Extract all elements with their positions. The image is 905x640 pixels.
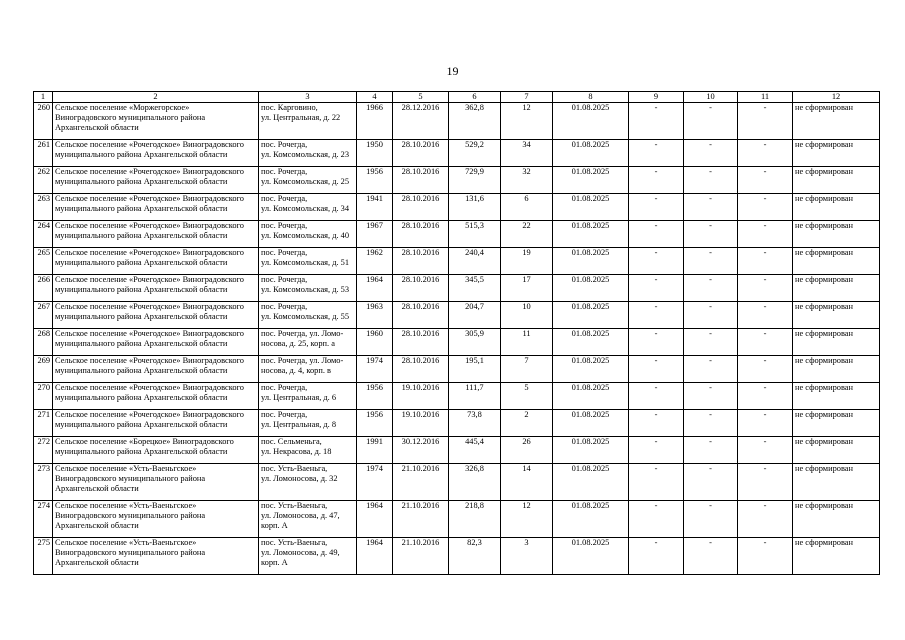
building-address bbox=[259, 383, 357, 410]
settlement-name bbox=[53, 464, 259, 501]
residents-count: 32 bbox=[501, 167, 553, 194]
column-11-value: - bbox=[738, 501, 793, 538]
build-year: 1974 bbox=[357, 464, 393, 501]
column-10-value: - bbox=[684, 383, 738, 410]
area-value: 82,3 bbox=[449, 538, 501, 575]
column-9-value: - bbox=[629, 194, 684, 221]
settlement-name bbox=[53, 538, 259, 575]
row-number: 268 bbox=[34, 329, 53, 356]
settlement-name-line: муниципального района Архангельской области bbox=[55, 339, 228, 348]
building-address-line: пос. Рочегда, ул. Ломо- bbox=[261, 356, 344, 365]
settlement-name-line: муниципального района Архангельской области bbox=[55, 393, 228, 402]
recognition-date: 30.12.2016 bbox=[393, 437, 449, 464]
building-address bbox=[259, 194, 357, 221]
settlement-name-line: Архангельской области bbox=[55, 123, 139, 132]
building-address bbox=[259, 410, 357, 437]
column-10-value: - bbox=[684, 194, 738, 221]
building-address-line: ул. Центральная, д. 22 bbox=[261, 113, 341, 122]
settlement-name bbox=[53, 275, 259, 302]
status-text: не сформирован bbox=[793, 329, 880, 356]
row-number: 265 bbox=[34, 248, 53, 275]
row-number: 267 bbox=[34, 302, 53, 329]
settlement-name-line: Сельское поселение «Усть-Ваеньгское» bbox=[55, 538, 197, 547]
status-text: не сформирован bbox=[793, 302, 880, 329]
column-9-value: - bbox=[629, 103, 684, 140]
building-address-line: пос. Рочегда, bbox=[261, 194, 308, 203]
status-text: не сформирован bbox=[793, 140, 880, 167]
settlement-name-line: муниципального района Архангельской области bbox=[55, 366, 228, 375]
settlement-name-line: Сельское поселение «Рочегодское» Виноградовского bbox=[55, 383, 244, 392]
column-10-value: - bbox=[684, 329, 738, 356]
building-address-line: корп. А bbox=[261, 558, 288, 567]
table-body bbox=[34, 103, 880, 575]
building-address-line: ул. Некрасова, д. 18 bbox=[261, 447, 332, 456]
table-row bbox=[34, 248, 880, 275]
planned-date: 01.08.2025 bbox=[553, 140, 629, 167]
building-address-line: носова, д. 25, корп. а bbox=[261, 339, 335, 348]
building-address bbox=[259, 329, 357, 356]
planned-date: 01.08.2025 bbox=[553, 383, 629, 410]
planned-date: 01.08.2025 bbox=[553, 464, 629, 501]
column-10-value: - bbox=[684, 410, 738, 437]
row-number: 274 bbox=[34, 501, 53, 538]
column-9-value: - bbox=[629, 221, 684, 248]
planned-date: 01.08.2025 bbox=[553, 275, 629, 302]
row-number: 263 bbox=[34, 194, 53, 221]
area-value: 326,8 bbox=[449, 464, 501, 501]
recognition-date: 28.10.2016 bbox=[393, 356, 449, 383]
planned-date: 01.08.2025 bbox=[553, 167, 629, 194]
building-address-line: пос. Рочегда, bbox=[261, 383, 308, 392]
recognition-date: 28.10.2016 bbox=[393, 329, 449, 356]
settlement-name-line: муниципального района Архангельской области bbox=[55, 447, 228, 456]
settlement-name-line: муниципального района Архангельской области bbox=[55, 420, 228, 429]
column-10-value: - bbox=[684, 302, 738, 329]
column-header-3: 3 bbox=[259, 92, 357, 103]
column-9-value: - bbox=[629, 501, 684, 538]
building-address-line: ул. Комсомольская, д. 40 bbox=[261, 231, 350, 240]
column-header-5: 5 bbox=[393, 92, 449, 103]
building-address-line: ул. Ломоносова, д. 47, bbox=[261, 511, 340, 520]
settlement-name-line: Архангельской области bbox=[55, 521, 139, 530]
recognition-date: 19.10.2016 bbox=[393, 410, 449, 437]
settlement-name-line: Виноградовского муниципального района bbox=[55, 474, 206, 483]
building-address-line: ул. Комсомольская, д. 25 bbox=[261, 177, 350, 186]
column-header-6: 6 bbox=[449, 92, 501, 103]
column-9-value: - bbox=[629, 275, 684, 302]
table-row bbox=[34, 329, 880, 356]
table-row bbox=[34, 437, 880, 464]
settlement-name bbox=[53, 356, 259, 383]
column-header-12: 12 bbox=[793, 92, 880, 103]
building-address bbox=[259, 221, 357, 248]
area-value: 73,8 bbox=[449, 410, 501, 437]
building-address-line: пос. Сельменьга, bbox=[261, 437, 322, 446]
status-text: не сформирован bbox=[793, 167, 880, 194]
build-year: 1967 bbox=[357, 221, 393, 248]
column-10-value: - bbox=[684, 501, 738, 538]
settlement-name bbox=[53, 501, 259, 538]
build-year: 1956 bbox=[357, 410, 393, 437]
building-address-line: ул. Комсомольская, д. 23 bbox=[261, 150, 350, 159]
settlement-name bbox=[53, 140, 259, 167]
settlement-name-line: Сельское поселение «Рочегодское» Виноградовского bbox=[55, 221, 244, 230]
build-year: 1974 bbox=[357, 356, 393, 383]
status-text: не сформирован bbox=[793, 464, 880, 501]
build-year: 1964 bbox=[357, 538, 393, 575]
column-header-11: 11 bbox=[738, 92, 793, 103]
area-value: 195,1 bbox=[449, 356, 501, 383]
residents-count: 2 bbox=[501, 410, 553, 437]
settlement-name-line: Виноградовского муниципального района bbox=[55, 113, 206, 122]
column-11-value: - bbox=[738, 194, 793, 221]
settlement-name-line: Виноградовского муниципального района bbox=[55, 548, 206, 557]
area-value: 729,9 bbox=[449, 167, 501, 194]
settlement-name bbox=[53, 194, 259, 221]
recognition-date: 21.10.2016 bbox=[393, 501, 449, 538]
status-text: не сформирован bbox=[793, 221, 880, 248]
build-year: 1991 bbox=[357, 437, 393, 464]
status-text: не сформирован bbox=[793, 194, 880, 221]
row-number: 261 bbox=[34, 140, 53, 167]
residents-count: 11 bbox=[501, 329, 553, 356]
build-year: 1950 bbox=[357, 140, 393, 167]
building-address bbox=[259, 140, 357, 167]
area-value: 218,8 bbox=[449, 501, 501, 538]
settlement-name bbox=[53, 383, 259, 410]
area-value: 515,3 bbox=[449, 221, 501, 248]
column-11-value: - bbox=[738, 140, 793, 167]
building-address bbox=[259, 437, 357, 464]
build-year: 1964 bbox=[357, 501, 393, 538]
column-11-value: - bbox=[738, 464, 793, 501]
settlement-name-line: Сельское поселение «Рочегодское» Виноградовского bbox=[55, 275, 244, 284]
column-11-value: - bbox=[738, 167, 793, 194]
build-year: 1964 bbox=[357, 275, 393, 302]
build-year: 1963 bbox=[357, 302, 393, 329]
residents-count: 26 bbox=[501, 437, 553, 464]
status-text: не сформирован bbox=[793, 437, 880, 464]
recognition-date: 28.10.2016 bbox=[393, 248, 449, 275]
recognition-date: 28.10.2016 bbox=[393, 221, 449, 248]
table-row bbox=[34, 464, 880, 501]
residents-count: 19 bbox=[501, 248, 553, 275]
building-address-line: пос. Усть-Ваеньга, bbox=[261, 464, 328, 473]
residents-count: 10 bbox=[501, 302, 553, 329]
settlement-name-line: Сельское поселение «Рочегодское» Виноградовского bbox=[55, 356, 244, 365]
recognition-date: 28.10.2016 bbox=[393, 140, 449, 167]
status-text: не сформирован bbox=[793, 103, 880, 140]
area-value: 305,9 bbox=[449, 329, 501, 356]
building-address-line: пос. Рочегда, bbox=[261, 140, 308, 149]
settlement-name-line: Архангельской области bbox=[55, 558, 139, 567]
building-address-line: пос. Усть-Ваеньга, bbox=[261, 538, 328, 547]
table-row bbox=[34, 194, 880, 221]
column-10-value: - bbox=[684, 103, 738, 140]
residents-count: 12 bbox=[501, 103, 553, 140]
building-address-line: ул. Комсомольская, д. 34 bbox=[261, 204, 350, 213]
column-10-value: - bbox=[684, 356, 738, 383]
table-row bbox=[34, 167, 880, 194]
settlement-name-line: Архангельской области bbox=[55, 484, 139, 493]
column-10-value: - bbox=[684, 167, 738, 194]
residents-count: 7 bbox=[501, 356, 553, 383]
planned-date: 01.08.2025 bbox=[553, 194, 629, 221]
table-row bbox=[34, 275, 880, 302]
settlement-name bbox=[53, 221, 259, 248]
planned-date: 01.08.2025 bbox=[553, 329, 629, 356]
building-address bbox=[259, 275, 357, 302]
settlement-name-line: Сельское поселение «Моржегорское» bbox=[55, 103, 190, 112]
column-9-value: - bbox=[629, 302, 684, 329]
planned-date: 01.08.2025 bbox=[553, 437, 629, 464]
column-9-value: - bbox=[629, 140, 684, 167]
settlement-name-line: Сельское поселение «Рочегодское» Виноградовского bbox=[55, 194, 244, 203]
column-header-8: 8 bbox=[553, 92, 629, 103]
row-number: 266 bbox=[34, 275, 53, 302]
table-row bbox=[34, 383, 880, 410]
column-11-value: - bbox=[738, 437, 793, 464]
recognition-date: 19.10.2016 bbox=[393, 383, 449, 410]
area-value: 445,4 bbox=[449, 437, 501, 464]
header-row bbox=[34, 92, 880, 103]
row-number: 270 bbox=[34, 383, 53, 410]
settlement-name-line: Сельское поселение «Рочегодское» Виноградовского bbox=[55, 248, 244, 257]
column-11-value: - bbox=[738, 383, 793, 410]
residents-count: 3 bbox=[501, 538, 553, 575]
settlement-name bbox=[53, 167, 259, 194]
build-year: 1956 bbox=[357, 167, 393, 194]
settlement-name-line: муниципального района Архангельской области bbox=[55, 177, 228, 186]
table-row bbox=[34, 140, 880, 167]
planned-date: 01.08.2025 bbox=[553, 221, 629, 248]
building-address-line: ул. Центральная, д. 8 bbox=[261, 420, 337, 429]
settlement-name bbox=[53, 248, 259, 275]
area-value: 111,7 bbox=[449, 383, 501, 410]
column-10-value: - bbox=[684, 538, 738, 575]
building-address-line: ул. Ломоносова, д. 49, bbox=[261, 548, 340, 557]
residents-count: 17 bbox=[501, 275, 553, 302]
table-row bbox=[34, 501, 880, 538]
column-header-1: 1 bbox=[34, 92, 53, 103]
building-address bbox=[259, 302, 357, 329]
building-address-line: пос. Рочегда, bbox=[261, 302, 308, 311]
settlement-name-line: Сельское поселение «Рочегодское» Виноградовского bbox=[55, 140, 244, 149]
building-address bbox=[259, 248, 357, 275]
building-address-line: ул. Комсомольская, д. 51 bbox=[261, 258, 350, 267]
column-11-value: - bbox=[738, 248, 793, 275]
residents-count: 5 bbox=[501, 383, 553, 410]
status-text: не сформирован bbox=[793, 383, 880, 410]
build-year: 1941 bbox=[357, 194, 393, 221]
build-year: 1956 bbox=[357, 383, 393, 410]
settlement-name-line: Сельское поселение «Рочегодское» Виноградовского bbox=[55, 329, 244, 338]
building-address-line: ул. Ломоносова, д. 32 bbox=[261, 474, 338, 483]
column-11-value: - bbox=[738, 329, 793, 356]
planned-date: 01.08.2025 bbox=[553, 501, 629, 538]
row-number: 271 bbox=[34, 410, 53, 437]
building-address-line: корп. А bbox=[261, 521, 288, 530]
building-address-line: пос. Карговино, bbox=[261, 103, 318, 112]
column-11-value: - bbox=[738, 275, 793, 302]
recognition-date: 28.10.2016 bbox=[393, 167, 449, 194]
area-value: 131,6 bbox=[449, 194, 501, 221]
column-11-value: - bbox=[738, 410, 793, 437]
building-address-line: носова, д. 4, корп. в bbox=[261, 366, 331, 375]
column-11-value: - bbox=[738, 538, 793, 575]
residents-count: 14 bbox=[501, 464, 553, 501]
residents-count: 22 bbox=[501, 221, 553, 248]
settlement-name-line: Сельское поселение «Рочегодское» Виноградовского bbox=[55, 167, 244, 176]
recognition-date: 28.10.2016 bbox=[393, 194, 449, 221]
table-row bbox=[34, 302, 880, 329]
planned-date: 01.08.2025 bbox=[553, 103, 629, 140]
table-row bbox=[34, 221, 880, 248]
settlement-name-line: муниципального района Архангельской области bbox=[55, 285, 228, 294]
build-year: 1960 bbox=[357, 329, 393, 356]
settlement-name-line: муниципального района Архангельской области bbox=[55, 231, 228, 240]
column-9-value: - bbox=[629, 356, 684, 383]
planned-date: 01.08.2025 bbox=[553, 538, 629, 575]
building-address-line: ул. Комсомольская, д. 55 bbox=[261, 312, 350, 321]
settlement-name bbox=[53, 302, 259, 329]
column-9-value: - bbox=[629, 383, 684, 410]
recognition-date: 28.12.2016 bbox=[393, 103, 449, 140]
settlement-name-line: Сельское поселение «Усть-Ваеньгское» bbox=[55, 464, 197, 473]
column-9-value: - bbox=[629, 410, 684, 437]
build-year: 1966 bbox=[357, 103, 393, 140]
column-11-value: - bbox=[738, 356, 793, 383]
planned-date: 01.08.2025 bbox=[553, 410, 629, 437]
status-text: не сформирован bbox=[793, 538, 880, 575]
building-address-line: пос. Рочегда, bbox=[261, 410, 308, 419]
building-address-line: ул. Центральная, д. 6 bbox=[261, 393, 337, 402]
recognition-date: 21.10.2016 bbox=[393, 538, 449, 575]
column-11-value: - bbox=[738, 103, 793, 140]
settlement-name-line: Сельское поселение «Усть-Ваеньгское» bbox=[55, 501, 197, 510]
column-10-value: - bbox=[684, 221, 738, 248]
column-header-7: 7 bbox=[501, 92, 553, 103]
planned-date: 01.08.2025 bbox=[553, 248, 629, 275]
column-10-value: - bbox=[684, 248, 738, 275]
building-address bbox=[259, 103, 357, 140]
column-10-value: - bbox=[684, 437, 738, 464]
settlement-name-line: Виноградовского муниципального района bbox=[55, 511, 206, 520]
residents-count: 6 bbox=[501, 194, 553, 221]
column-10-value: - bbox=[684, 140, 738, 167]
column-header-10: 10 bbox=[684, 92, 738, 103]
building-address-line: пос. Усть-Ваеньга, bbox=[261, 501, 328, 510]
building-address bbox=[259, 464, 357, 501]
building-address bbox=[259, 167, 357, 194]
row-number: 273 bbox=[34, 464, 53, 501]
building-address-line: ул. Комсомольская, д. 53 bbox=[261, 285, 350, 294]
build-year: 1962 bbox=[357, 248, 393, 275]
settlement-name-line: муниципального района Архангельской области bbox=[55, 312, 228, 321]
settlement-name-line: Сельское поселение «Борецкое» Виноградовского bbox=[55, 437, 234, 446]
settlement-name-line: Сельское поселение «Рочегодское» Виноградовского bbox=[55, 410, 244, 419]
settlement-name-line: муниципального района Архангельской области bbox=[55, 258, 228, 267]
row-number: 264 bbox=[34, 221, 53, 248]
area-value: 240,4 bbox=[449, 248, 501, 275]
page-number: 19 bbox=[446, 64, 459, 78]
column-header-4: 4 bbox=[357, 92, 393, 103]
housing-register-table bbox=[33, 91, 880, 575]
column-11-value: - bbox=[738, 221, 793, 248]
building-address-line: пос. Рочегда, bbox=[261, 221, 308, 230]
table-row bbox=[34, 538, 880, 575]
status-text: не сформирован bbox=[793, 410, 880, 437]
table-row bbox=[34, 356, 880, 383]
row-number: 260 bbox=[34, 103, 53, 140]
settlement-name-line: Сельское поселение «Рочегодское» Виноградовского bbox=[55, 302, 244, 311]
column-9-value: - bbox=[629, 538, 684, 575]
row-number: 262 bbox=[34, 167, 53, 194]
area-value: 362,8 bbox=[449, 103, 501, 140]
column-9-value: - bbox=[629, 329, 684, 356]
status-text: не сформирован bbox=[793, 501, 880, 538]
settlement-name-line: муниципального района Архангельской области bbox=[55, 150, 228, 159]
building-address bbox=[259, 501, 357, 538]
column-9-value: - bbox=[629, 248, 684, 275]
table-row bbox=[34, 410, 880, 437]
column-header-2: 2 bbox=[53, 92, 259, 103]
building-address-line: пос. Рочегда, ул. Ломо- bbox=[261, 329, 344, 338]
recognition-date: 28.10.2016 bbox=[393, 275, 449, 302]
planned-date: 01.08.2025 bbox=[553, 302, 629, 329]
column-10-value: - bbox=[684, 275, 738, 302]
settlement-name bbox=[53, 103, 259, 140]
area-value: 204,7 bbox=[449, 302, 501, 329]
column-10-value: - bbox=[684, 464, 738, 501]
planned-date: 01.08.2025 bbox=[553, 356, 629, 383]
building-address bbox=[259, 356, 357, 383]
settlement-name bbox=[53, 329, 259, 356]
recognition-date: 28.10.2016 bbox=[393, 302, 449, 329]
building-address bbox=[259, 538, 357, 575]
residents-count: 34 bbox=[501, 140, 553, 167]
status-text: не сформирован bbox=[793, 356, 880, 383]
column-header-9: 9 bbox=[629, 92, 684, 103]
column-9-value: - bbox=[629, 464, 684, 501]
row-number: 272 bbox=[34, 437, 53, 464]
settlement-name bbox=[53, 437, 259, 464]
recognition-date: 21.10.2016 bbox=[393, 464, 449, 501]
column-9-value: - bbox=[629, 437, 684, 464]
table-row bbox=[34, 103, 880, 140]
row-number: 275 bbox=[34, 538, 53, 575]
row-number: 269 bbox=[34, 356, 53, 383]
area-value: 345,5 bbox=[449, 275, 501, 302]
building-address-line: пос. Рочегда, bbox=[261, 275, 308, 284]
column-9-value: - bbox=[629, 167, 684, 194]
settlement-name bbox=[53, 410, 259, 437]
settlement-name-line: муниципального района Архангельской области bbox=[55, 204, 228, 213]
column-11-value: - bbox=[738, 302, 793, 329]
area-value: 529,2 bbox=[449, 140, 501, 167]
status-text: не сформирован bbox=[793, 248, 880, 275]
residents-count: 12 bbox=[501, 501, 553, 538]
building-address-line: пос. Рочегда, bbox=[261, 167, 308, 176]
building-address-line: пос. Рочегда, bbox=[261, 248, 308, 257]
status-text: не сформирован bbox=[793, 275, 880, 302]
